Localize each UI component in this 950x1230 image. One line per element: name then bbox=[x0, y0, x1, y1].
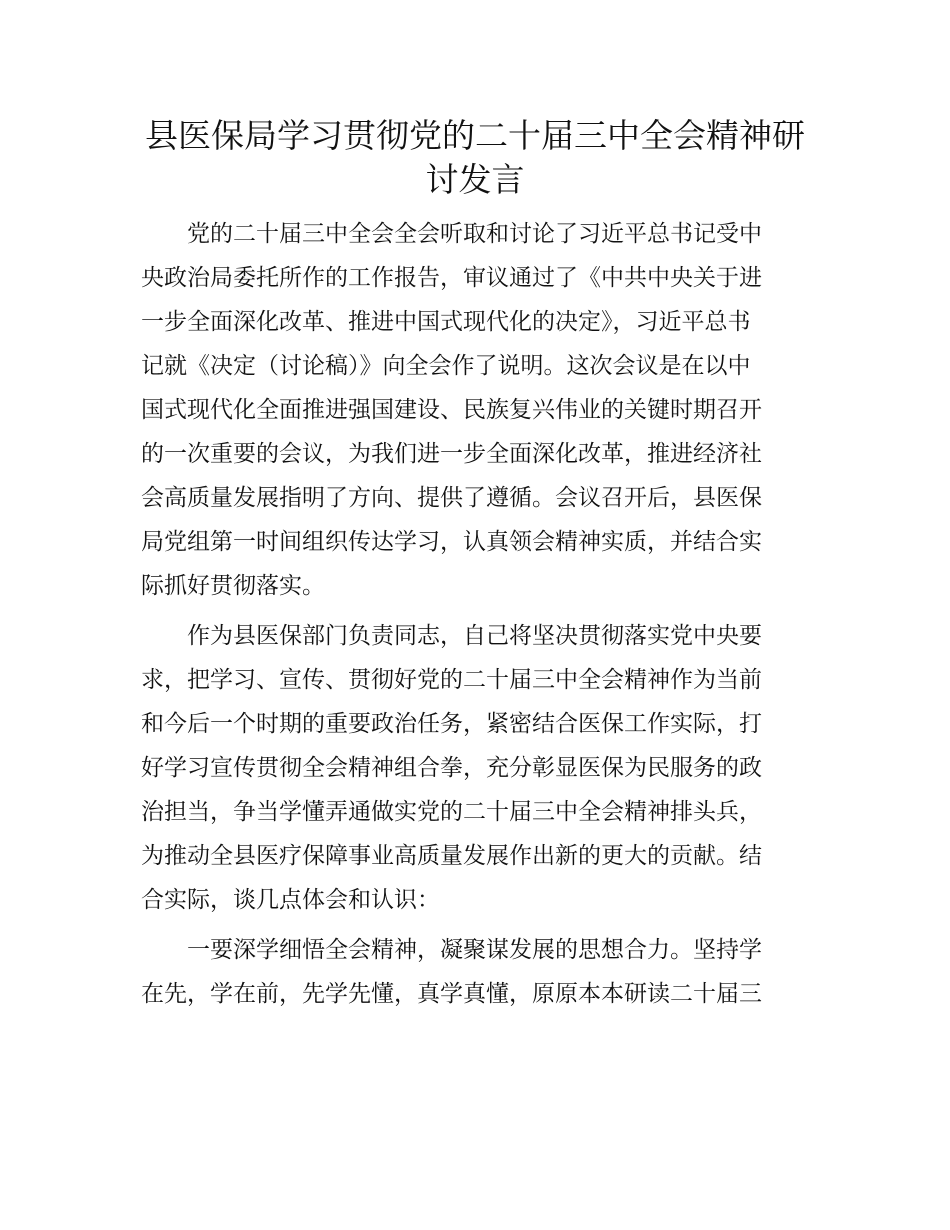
paragraph-line: 际抓好贯彻落实。 bbox=[141, 573, 325, 599]
paragraph-line: 局党组第一时间组织传达学习，认真领会精神实质，并结合实 bbox=[141, 529, 762, 555]
paragraph-line: 在先，学在前，先学先懂，真学真懂，原原本本研读二十届三 bbox=[141, 981, 762, 1007]
paragraph-line: 和今后一个时期的重要政治任务，紧密结合医保工作实际，打 bbox=[141, 711, 762, 737]
paragraph-line: 党的二十届三中全会全会听取和讨论了习近平总书记受中 bbox=[141, 221, 762, 247]
paragraph-line: 治担当，争当学懂弄通做实党的二十届三中全会精神排头兵， bbox=[141, 799, 762, 825]
paragraph-line: 国式现代化全面推进强国建设、民族复兴伟业的关键时期召开 bbox=[141, 397, 762, 423]
paragraph-line: 会高质量发展指明了方向、提供了遵循。会议召开后，县医保 bbox=[141, 485, 762, 511]
paragraph-line: 记就《决定（讨论稿）》向全会作了说明。这次会议是在以中 bbox=[141, 353, 751, 379]
paragraph-line: 的一次重要的会议，为我们进一步全面深化改革，推进经济社 bbox=[141, 441, 762, 467]
paragraph-line: 央政治局委托所作的工作报告，审议通过了《中共中央关于进 bbox=[141, 265, 762, 291]
paragraph-line: 求，把学习、宣传、贯彻好党的二十届三中全会精神作为当前 bbox=[141, 667, 762, 693]
paragraph-line: 一步全面深化改革、推进中国式现代化的决定》，习近平总书 bbox=[141, 309, 751, 335]
paragraph-line: 合实际，谈几点体会和认识： bbox=[141, 887, 440, 913]
paragraph-line: 作为县医保部门负责同志，自己将坚决贯彻落实党中央要 bbox=[141, 623, 762, 649]
document-title-line-2: 讨发言 bbox=[425, 160, 525, 199]
paragraph-line: 为推动全县医疗保障事业高质量发展作出新的更大的贡献。结 bbox=[141, 843, 762, 869]
paragraph-line: 一要深学细悟全会精神，凝聚谋发展的思想合力。坚持学 bbox=[141, 937, 762, 963]
document-title-line-1: 县医保局学习贯彻党的二十届三中全会精神研 bbox=[145, 116, 805, 155]
paragraph-line: 好学习宣传贯彻全会精神组合拳，充分彰显医保为民服务的政 bbox=[141, 755, 762, 781]
